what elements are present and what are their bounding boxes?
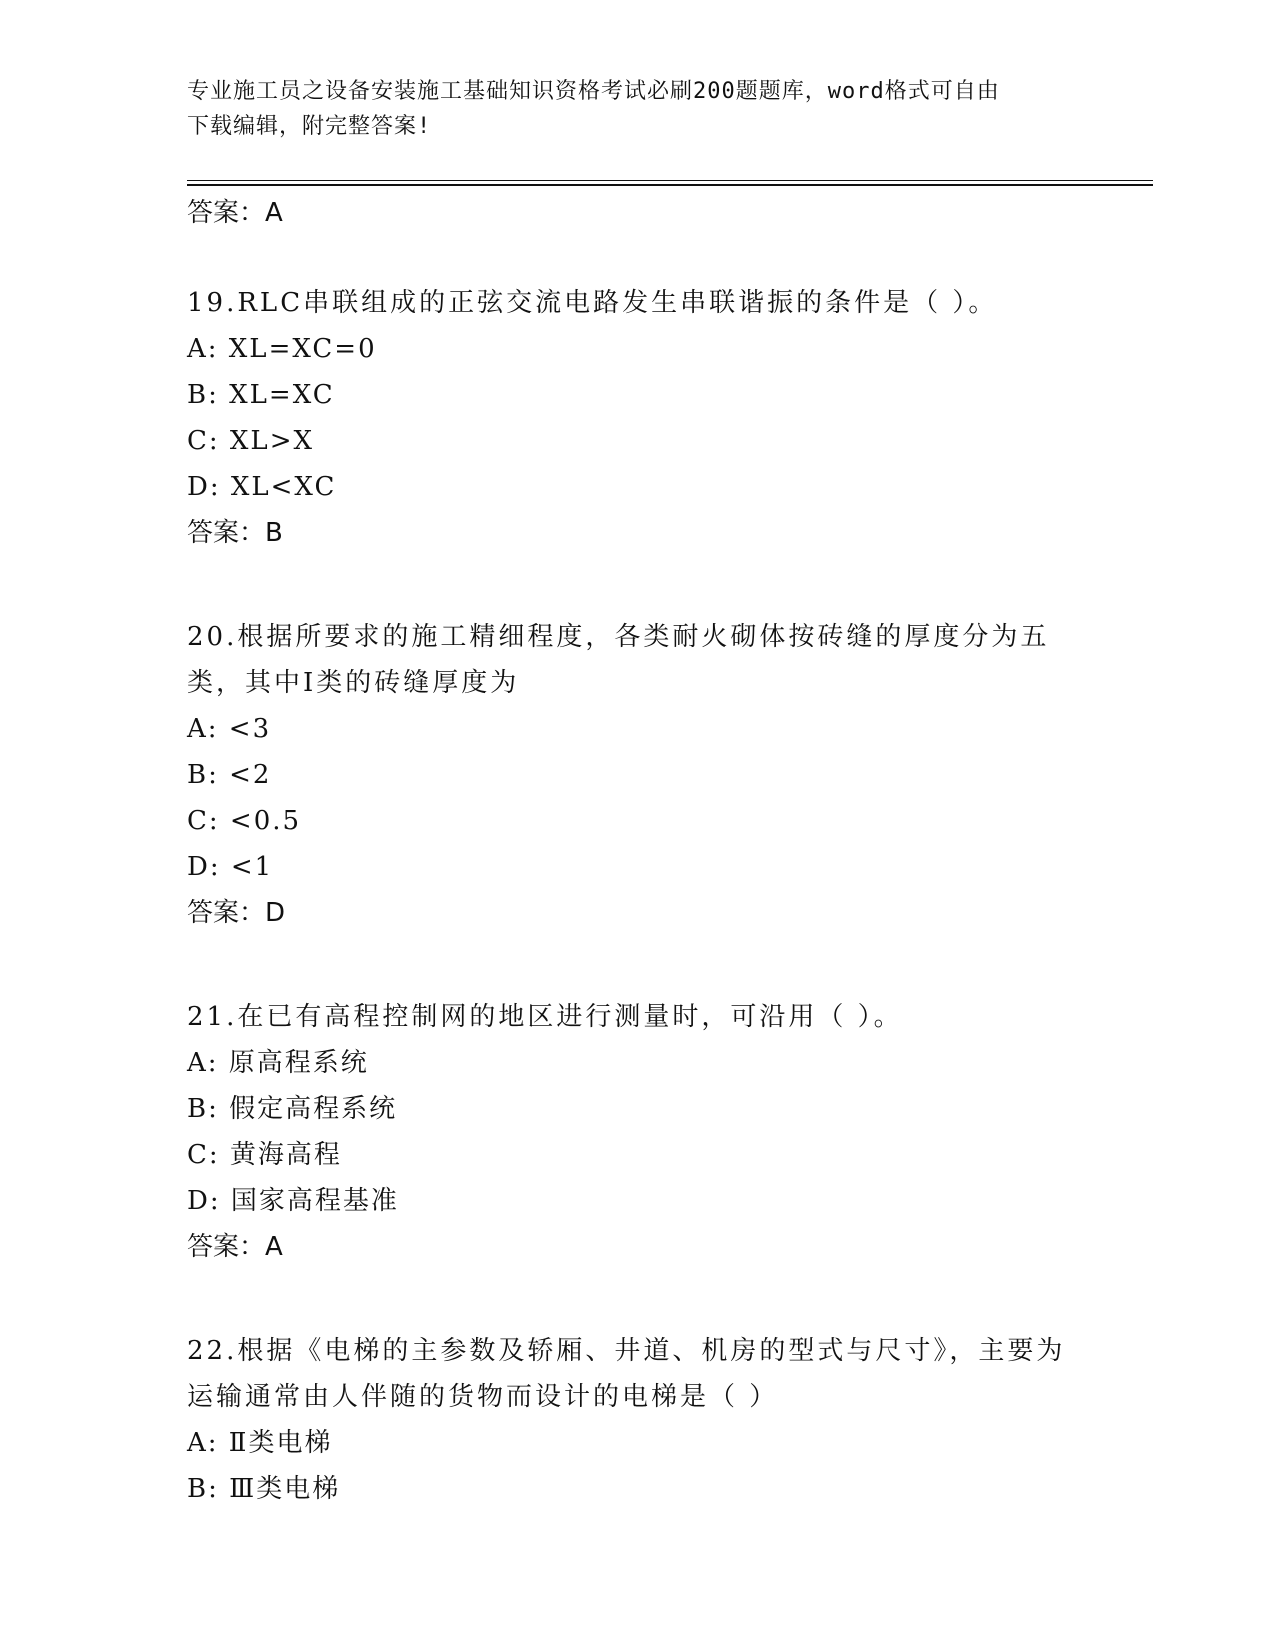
- answer: 答案：A: [187, 1232, 283, 1262]
- previous-answer: 答案：A: [187, 198, 283, 228]
- question-21: [187, 994, 1087, 1270]
- question-22: [187, 1328, 1087, 1512]
- option-d: D: <1: [187, 852, 274, 882]
- question-text: 19.RLC串联组成的正弦交流电路发生串联谐振的条件是（ ）。: [187, 288, 998, 318]
- option-a: A: 原高程系统: [187, 1048, 369, 1078]
- question-text: 20.根据所要求的施工精细程度，各类耐火砌体按砖缝的厚度分为五类，其中Ⅰ类的砖缝厚度为: [187, 622, 1050, 698]
- question-20: [187, 614, 1087, 936]
- question-19: [187, 280, 1087, 556]
- option-a: A: <3: [187, 714, 272, 744]
- header-line-1: 专业施工员之设备安装施工基础知识资格考试必刷200题题库，word格式可自由: [187, 79, 1000, 104]
- answer: 答案：B: [187, 518, 283, 548]
- option-d: D: XL<XC: [187, 472, 337, 502]
- question-text: 22.根据《电梯的主参数及轿厢、井道、机房的型式与尺寸》，主要为运输通常由人伴随的货物而设计的电梯是（ ）: [187, 1336, 1066, 1412]
- option-c: C: <0.5: [187, 806, 302, 836]
- option-b: B: <2: [187, 760, 272, 790]
- option-c: C: XL>X: [187, 426, 314, 456]
- question-list: [187, 190, 1087, 1512]
- document-header: [187, 74, 1067, 144]
- option-a: A: XL=XC=0: [187, 334, 377, 364]
- header-line-2: 下载编辑，附完整答案!: [187, 114, 432, 139]
- option-c: C: 黄海高程: [187, 1140, 342, 1170]
- answer: 答案：D: [187, 898, 286, 928]
- option-d: D: 国家高程基准: [187, 1186, 399, 1216]
- option-a: A: Ⅱ类电梯: [187, 1428, 333, 1458]
- header-divider-thin: [187, 180, 1153, 181]
- header-divider-thick: [187, 184, 1153, 186]
- option-b: B: 假定高程系统: [187, 1094, 398, 1124]
- option-b: B: Ⅲ类电梯: [187, 1474, 341, 1504]
- question-text: 21.在已有高程控制网的地区进行测量时，可沿用（ ）。: [187, 1002, 903, 1032]
- option-b: B: XL=XC: [187, 380, 335, 410]
